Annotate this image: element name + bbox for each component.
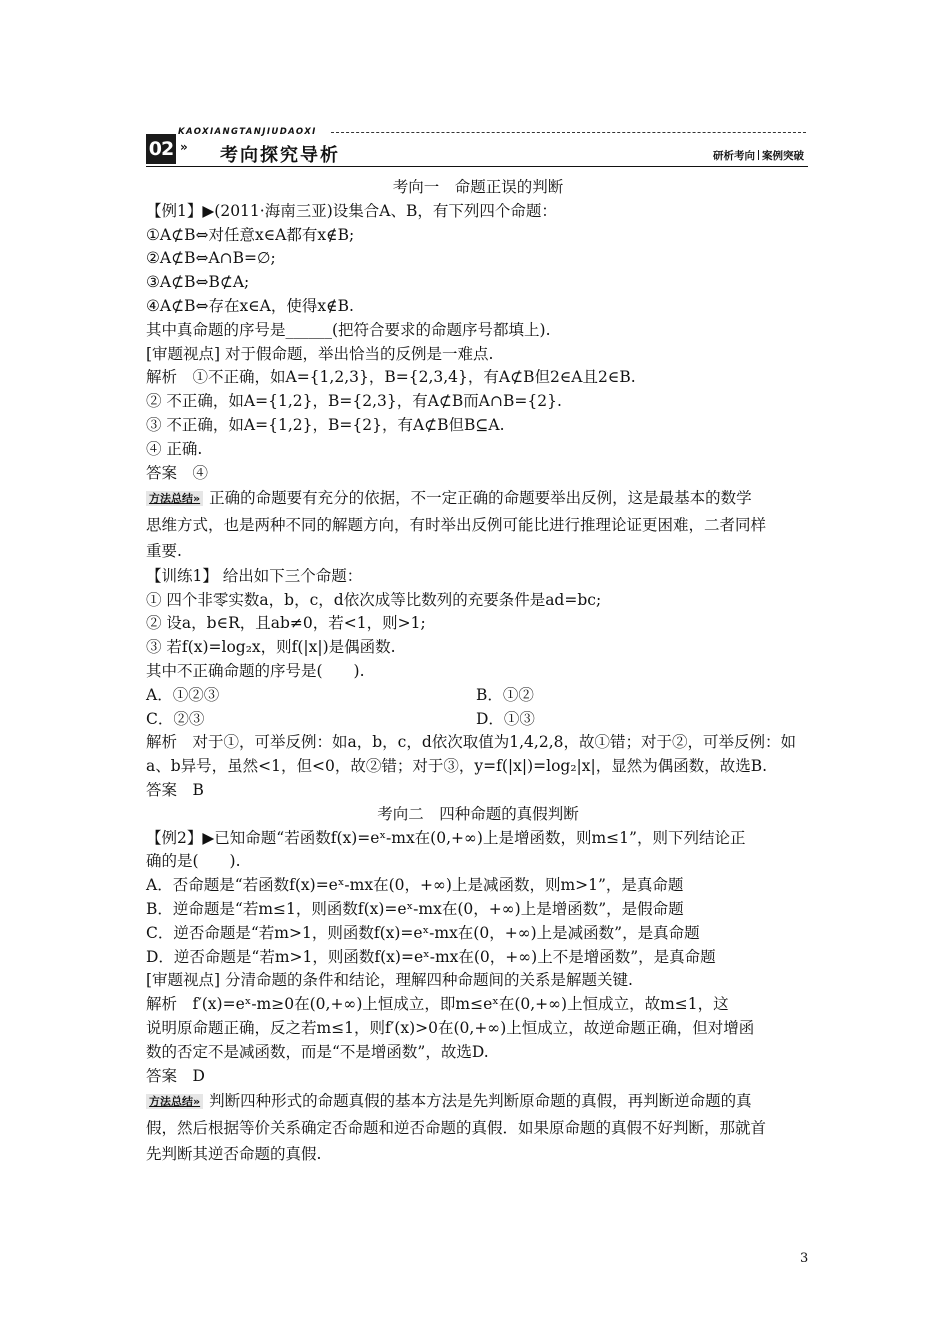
line-text: ③ 若f(x)=log₂x，则f(|x|)是偶函数. bbox=[146, 638, 396, 657]
text-line-11 bbox=[146, 414, 810, 438]
text-line-38 bbox=[146, 1065, 810, 1089]
text-line-33 bbox=[146, 946, 810, 970]
text-line-10 bbox=[146, 390, 810, 414]
section-number-badge: 02 bbox=[146, 134, 176, 164]
line-text: 数的否定不是减函数，而是“不是增函数”，故选D. bbox=[146, 1042, 489, 1061]
line-text: [审题视点] 对于假命题，举出恰当的反例是一难点. bbox=[146, 344, 494, 363]
line-text: 假，然后根据等价关系确定否命题和逆否命题的真假．如果原命题的真假不好判断，那就首 bbox=[146, 1118, 767, 1137]
line-text: 其中真命题的序号是______(把符合要求的命题序号都填上). bbox=[146, 320, 551, 339]
text-line-35 bbox=[146, 993, 810, 1017]
line-text: 答案 B bbox=[146, 781, 204, 800]
line-text: 重要. bbox=[146, 542, 182, 561]
text-line-9 bbox=[146, 366, 810, 390]
line-text: B．逆命题是“若m≤1，则函数f(x)=eˣ-mx在(0，+∞)上是增函数”，是假命题 bbox=[146, 900, 684, 919]
line-text: 思维方式，也是两种不同的解题方向，有时举出反例可能比进行推理论证更困难，二者同样 bbox=[146, 515, 767, 534]
line-text: ②A⊄B⇔A∩B=∅; bbox=[146, 249, 276, 268]
line-text: ④ 正确. bbox=[146, 439, 203, 458]
text-line-15 bbox=[146, 512, 810, 539]
section-pinyin: KAOXIANGTANJIUDAOXI bbox=[178, 127, 317, 137]
document-body bbox=[146, 176, 810, 1168]
line-text: A．否命题是“若函数f(x)=eˣ-mx在(0，+∞)上是减函数，则m>1”，是真命题 bbox=[146, 876, 684, 895]
method-summary-label: 方法总结» bbox=[146, 1094, 203, 1109]
text-line-16 bbox=[146, 538, 810, 565]
text-line-31 bbox=[146, 898, 810, 922]
text-line-1 bbox=[146, 176, 810, 200]
text-line-41 bbox=[146, 1141, 810, 1168]
text-line-28 bbox=[146, 827, 810, 851]
text-line-40 bbox=[146, 1115, 810, 1142]
text-line-23 bbox=[146, 708, 810, 732]
text-line-21 bbox=[146, 660, 810, 684]
text-line-20 bbox=[146, 636, 810, 660]
line-text: 答案 ④ bbox=[146, 463, 209, 482]
text-line-7 bbox=[146, 319, 810, 343]
line-text: [审题视点] 分清命题的条件和结论，理解四种命题间的关系是解题关键. bbox=[146, 971, 633, 990]
text-line-39 bbox=[146, 1088, 810, 1115]
line-text: ③ 不正确，如A={1,2}，B={2}，有A⊄B但B⊆A. bbox=[146, 415, 505, 434]
option-right: D．①③ bbox=[476, 709, 535, 728]
line-text: 先判断其逆否命题的真假. bbox=[146, 1145, 322, 1164]
text-line-22 bbox=[146, 684, 810, 708]
banner-subtitle bbox=[713, 148, 804, 163]
line-text: 【例1】▶(2011·海南三亚)设集合A、B，有下列四个命题： bbox=[146, 201, 557, 220]
option-left: A．①②③ bbox=[146, 685, 220, 704]
line-text: ③A⊄B⇔B⊄A; bbox=[146, 273, 250, 292]
text-line-17 bbox=[146, 565, 810, 589]
text-line-26 bbox=[146, 779, 810, 803]
line-text: a、b异号，虽然<1，但<0，故②错；对于③，y=f(|x|)=log₂|x|，显然为偶函数，故选B. bbox=[146, 757, 768, 776]
method-summary-label: 方法总结» bbox=[146, 491, 203, 506]
line-text: ①A⊄B⇔对任意x∈A都有x∉B; bbox=[146, 225, 355, 244]
text-line-13 bbox=[146, 462, 810, 486]
line-text: D．逆否命题是“若m>1，则函数f(x)=eˣ-mx在(0，+∞)上不是增函数”，是真命题 bbox=[146, 947, 716, 966]
text-line-3 bbox=[146, 224, 810, 248]
text-line-6 bbox=[146, 295, 810, 319]
line-text: 正确的命题要有充分的依据，不一定正确的命题要举出反例，这是最基本的数学 bbox=[209, 489, 752, 508]
text-line-5 bbox=[146, 271, 810, 295]
page-number: 3 bbox=[800, 1251, 809, 1266]
text-line-27 bbox=[146, 803, 810, 827]
line-text: 【训练1】 给出如下三个命题： bbox=[146, 566, 363, 585]
line-text: 判断四种形式的命题真假的基本方法是先判断原命题的真假，再判断逆命题的真 bbox=[209, 1092, 752, 1111]
line-text: 考向一 命题正误的判断 bbox=[392, 178, 564, 196]
line-text: C．逆否命题是“若m>1，则函数f(x)=eˣ-mx在(0，+∞)上是减函数”，是真命题 bbox=[146, 923, 700, 942]
banner-subtitle-b: 案例突破 bbox=[762, 150, 804, 162]
banner-subtitle-a: 研析考向 bbox=[713, 150, 755, 162]
line-text: 解析 f′(x)=eˣ-m≥0在(0,+∞)上恒成立，即m≤eˣ在(0,+∞)上恒成立，故m≤1，这 bbox=[146, 995, 729, 1014]
text-line-32 bbox=[146, 922, 810, 946]
line-text: ② 设a，b∈R，且ab≠0，若<1，则>1; bbox=[146, 614, 426, 633]
text-line-29 bbox=[146, 850, 810, 874]
line-text: 解析 对于①，可举反例：如a，b，c，d依次取值为1,4,2,8，故①错；对于②，可举反例：如 bbox=[146, 733, 796, 752]
text-line-12 bbox=[146, 438, 810, 462]
text-line-30 bbox=[146, 874, 810, 898]
line-text: ① 四个非零实数a，b，c，d依次成等比数列的充要条件是ad=bc; bbox=[146, 590, 602, 609]
line-text: 其中不正确命题的序号是( ). bbox=[146, 662, 365, 681]
banner-underline bbox=[146, 166, 808, 167]
line-text: 【例2】▶已知命题“若函数f(x)=eˣ-mx在(0,+∞)上是增函数，则m≤1”，则下列结论正 bbox=[146, 828, 746, 847]
chevron-icon: » bbox=[180, 140, 188, 154]
text-line-18 bbox=[146, 589, 810, 613]
banner-dashed-divider bbox=[331, 132, 806, 133]
text-line-25 bbox=[146, 755, 810, 779]
text-line-8 bbox=[146, 343, 810, 367]
option-right: B．①② bbox=[476, 685, 534, 704]
option-left: C．②③ bbox=[146, 709, 205, 728]
line-text: 解析 ①不正确，如A={1,2,3}，B={2,3,4}，有A⊄B但2∈A且2∈B. bbox=[146, 368, 636, 387]
line-text: ④A⊄B⇔存在x∈A，使得x∉B. bbox=[146, 296, 354, 315]
section-banner bbox=[146, 126, 808, 168]
text-line-36 bbox=[146, 1017, 810, 1041]
line-text: ② 不正确，如A={1,2}，B={2,3}，有A⊄B而A∩B={2}. bbox=[146, 392, 562, 411]
line-text: 确的是( ). bbox=[146, 852, 241, 871]
line-text: 说明原命题正确，反之若m≤1，则f′(x)>0在(0,+∞)上恒成立，故逆命题正确，但对增函 bbox=[146, 1019, 755, 1037]
line-text: 考向二 四种命题的真假判断 bbox=[377, 804, 579, 823]
banner-separator bbox=[758, 150, 759, 160]
section-title: 考向探究导析 bbox=[220, 145, 340, 166]
text-line-34 bbox=[146, 969, 810, 993]
text-line-19 bbox=[146, 612, 810, 636]
line-text: 答案 D bbox=[146, 1066, 205, 1085]
text-line-2 bbox=[146, 200, 810, 224]
text-line-37 bbox=[146, 1041, 810, 1065]
text-line-4 bbox=[146, 247, 810, 271]
text-line-14 bbox=[146, 485, 810, 512]
text-line-24 bbox=[146, 731, 810, 755]
